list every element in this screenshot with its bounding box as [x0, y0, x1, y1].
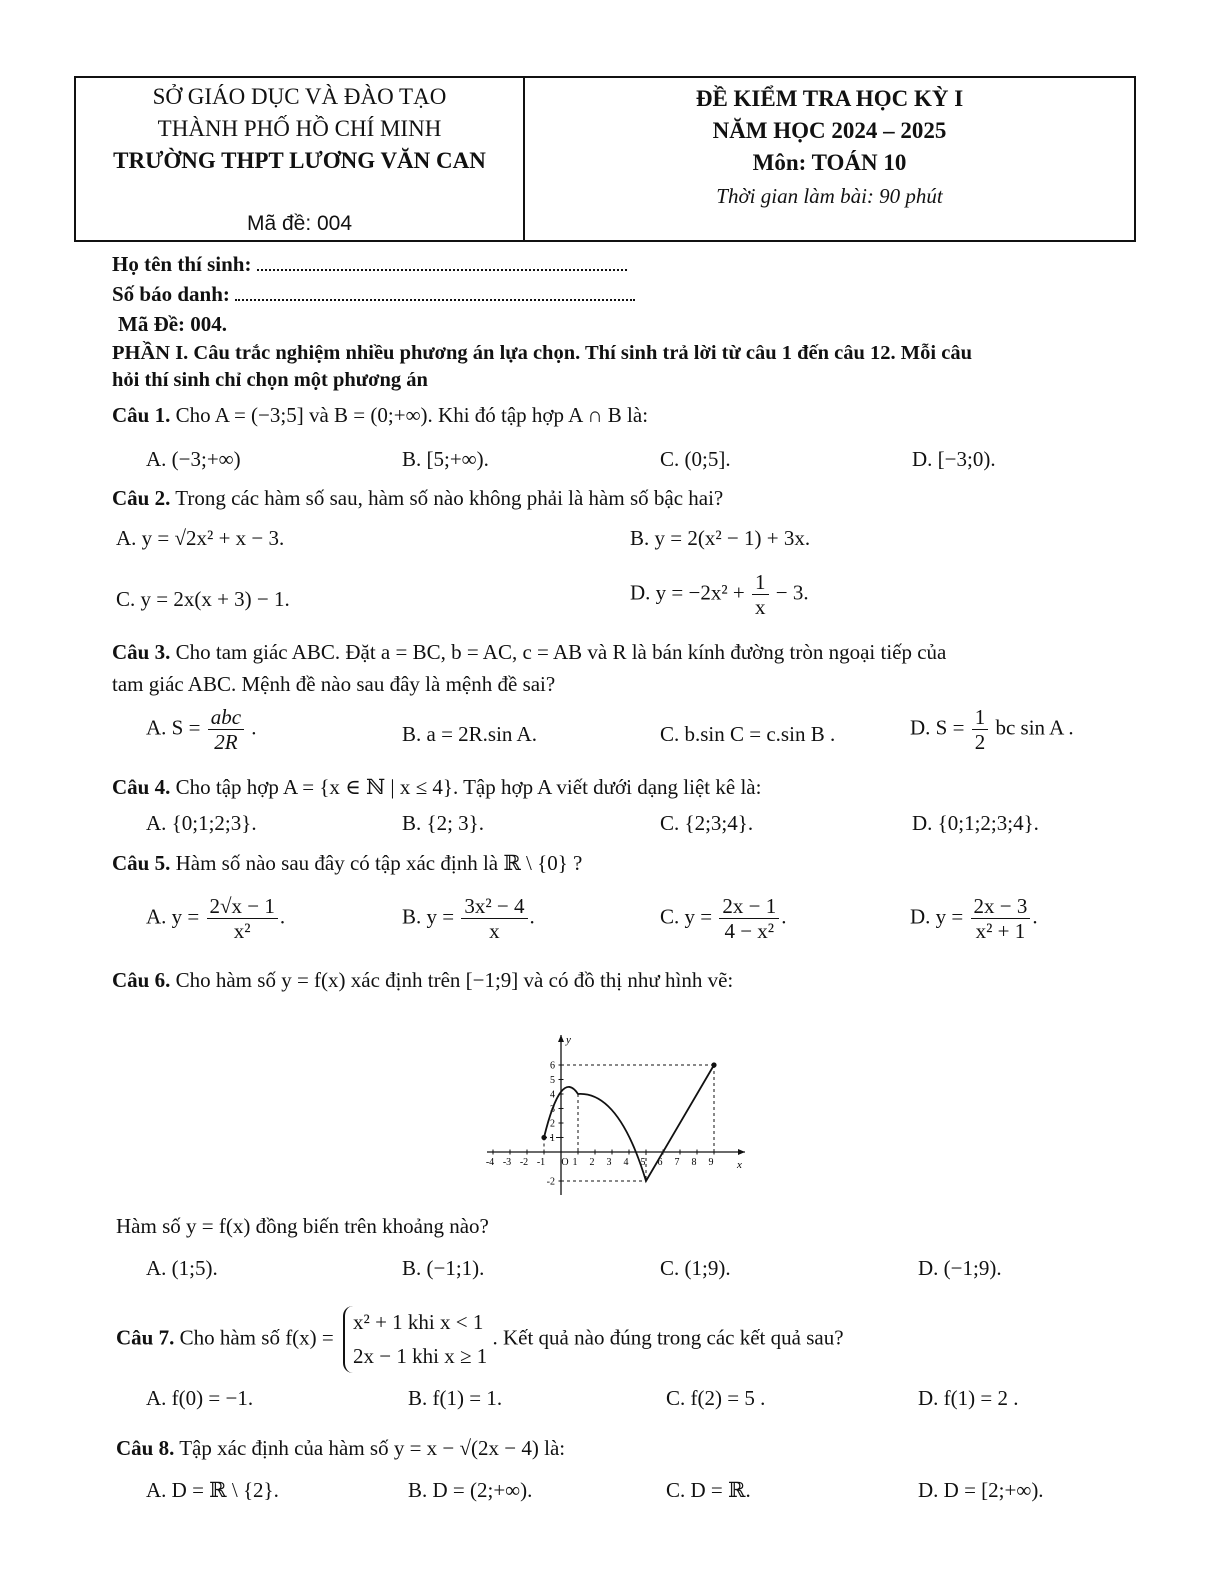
q5-c-prefix: C. y =	[660, 904, 713, 929]
school-name: TRƯỜNG THPT LƯƠNG VĂN CAN	[113, 148, 486, 173]
q5-a-prefix: A. y =	[146, 904, 200, 929]
question-8	[116, 1436, 565, 1461]
question-4	[112, 775, 761, 800]
end-point	[711, 1062, 716, 1067]
q1-option-a[interactable]: A. (−3;+∞)	[146, 447, 241, 471]
exam-code-line: Mã Đề: 004.	[118, 312, 228, 336]
y-tick-label--2: -2	[546, 1176, 555, 1188]
x-tick-label-9: 9	[708, 1157, 714, 1168]
q5-option-d[interactable]: D. y = $\frac{2x - 3}{\text{x² + 1}}$ .	[910, 894, 1038, 944]
question-3-line1	[112, 640, 946, 665]
x-tick-label--1: -1	[536, 1157, 546, 1168]
question-6-label: Câu 6.	[112, 968, 171, 992]
question-3-line2: tam giác ABC. Mệnh đề nào sau đây là mệnh đề sai?	[112, 672, 556, 696]
q2-d-suffix: − 3.	[775, 580, 809, 605]
q3-d-fraction	[972, 705, 989, 754]
q3-a-fraction	[208, 705, 244, 754]
header-table	[74, 76, 1136, 242]
q7-option-a[interactable]: A. f(0) = −1.	[146, 1386, 254, 1410]
q6-option-b[interactable]: B. (−1;1).	[402, 1256, 485, 1280]
question-2	[112, 486, 723, 511]
duration: Thời gian làm bài: 90 phút	[716, 184, 943, 208]
question-3-label: Câu 3.	[112, 640, 171, 664]
q3-option-a[interactable]	[146, 705, 257, 754]
function-graph	[470, 1000, 770, 1200]
q1-option-d[interactable]: D. [−3;0).	[912, 447, 996, 471]
question-3-text1: Cho tam giác ABC. Đặt a = BC, b = AC, c = AB và R là bán kính đường tròn ngoại tiếp của	[175, 640, 947, 664]
question-4-text: Cho tập hợp A = {x ∈ ℕ | x ≤ 4}. Tập hợp A viết dưới dạng liệt kê là:	[175, 775, 762, 799]
x-tick-label-1: 1	[572, 1157, 578, 1168]
graph-guides	[544, 1065, 714, 1181]
q5-d-prefix: D. y =	[910, 904, 964, 929]
x-tick-label-5: 5	[640, 1157, 646, 1168]
q2-d-denominator: x	[755, 595, 766, 620]
q5-b-prefix: B. y =	[402, 904, 455, 929]
q1-option-b[interactable]: B. [5;+∞).	[402, 447, 489, 471]
q5-d-numerator: 2x − 3	[971, 894, 1031, 919]
q7-case-2: 2x − 1 khi x ≥ 1	[353, 1343, 488, 1368]
x-tick-label-O: O	[561, 1157, 569, 1168]
question-6-text: Cho hàm số y = f(x) xác định trên [−1;9] và có đồ thị như hình vẽ:	[175, 968, 734, 992]
q5-a-numerator: 2√x − 1	[207, 894, 278, 919]
student-id-label: Số báo danh:	[112, 282, 230, 306]
student-name-label: Họ tên thí sinh:	[112, 252, 252, 276]
department-name: SỞ GIÁO DỤC VÀ ĐÀO TẠO	[152, 84, 447, 109]
question-8-label: Câu 8.	[116, 1436, 175, 1460]
x-tick-label--3: -3	[502, 1157, 512, 1168]
x-tick-label--4: -4	[485, 1157, 495, 1168]
q5-a-fraction	[207, 894, 278, 943]
q3-a-suffix: .	[251, 715, 257, 740]
q5-b-numerator: 3x² − 4	[461, 894, 527, 919]
q3-a-denominator: 2R	[214, 730, 238, 755]
q2-option-b[interactable]: B. y = 2(x² − 1) + 3x.	[630, 526, 811, 550]
school-year: NĂM HỌC 2024 – 2025	[712, 118, 947, 143]
q5-option-c[interactable]: C. y = $\frac{2x - 1}{\text{4 − x²}}$ .	[660, 894, 787, 944]
question-6-ask: Hàm số y = f(x) đồng biến trên khoảng nào?	[116, 1214, 489, 1238]
start-point	[541, 1135, 546, 1140]
q3-d-prefix: D. S =	[910, 715, 965, 740]
student-name-line	[112, 252, 627, 277]
q7-piecewise	[343, 1306, 487, 1373]
q3-option-c[interactable]: C. b.sin C = c.sin B .	[660, 722, 836, 746]
y-axis-label: y	[566, 1034, 571, 1046]
header-school-cell	[76, 78, 525, 240]
question-7-prefix: Cho hàm số f(x) =	[179, 1325, 334, 1350]
question-5-text: Hàm số nào sau đây có tập xác định là ℝ \ {0} ?	[175, 851, 583, 875]
q2-option-a[interactable]: A. y = √2x² + x − 3.	[116, 526, 285, 550]
q3-d-denominator: 2	[974, 730, 986, 755]
x-tick-label-7: 7	[674, 1157, 680, 1168]
q4-option-a[interactable]: A. {0;1;2;3}.	[146, 811, 257, 835]
city-name: THÀNH PHỐ HỒ CHÍ MINH	[157, 116, 442, 141]
y-axis-arrow	[558, 1035, 564, 1042]
subject: Môn: TOÁN 10	[752, 150, 907, 175]
q3-a-numerator: abc	[208, 705, 244, 730]
y-tick-label-6: 6	[550, 1060, 555, 1072]
header-exam-cell	[525, 78, 1134, 240]
exam-code: Mã đề: 004	[246, 212, 353, 235]
q2-option-d[interactable]	[630, 570, 809, 619]
y-tick-label-2: 2	[550, 1118, 555, 1130]
q3-a-prefix: A. S =	[146, 715, 201, 740]
question-1	[112, 403, 648, 428]
y-tick-label-3: 3	[550, 1104, 555, 1115]
q2-d-fraction	[752, 570, 769, 619]
q7-option-c[interactable]: C. f(2) = 5 .	[666, 1386, 766, 1410]
question-1-label: Câu 1.	[112, 403, 171, 427]
q7-case-1: x² + 1 khi x < 1	[353, 1310, 484, 1334]
student-id-line	[112, 282, 635, 307]
q4-option-c[interactable]: C. {2;3;4}.	[660, 811, 754, 835]
function-curve	[544, 1065, 714, 1181]
question-7	[116, 1306, 844, 1373]
x-tick-label-8: 8	[691, 1157, 697, 1168]
student-id-blank[interactable]	[235, 285, 635, 301]
x-tick-label-2: 2	[589, 1157, 595, 1168]
q5-c-denominator: 4 − x²	[724, 919, 775, 944]
q5-b-denominator: x	[489, 919, 500, 944]
q5-c-numerator: 2x − 1	[719, 894, 779, 919]
exam-title: ĐỀ KIỂM TRA HỌC KỲ I	[695, 86, 964, 111]
x-axis-arrow	[738, 1149, 745, 1155]
q6-option-c[interactable]: C. (1;9).	[660, 1256, 731, 1280]
q5-option-b[interactable]: B. y = $\frac{\text{3x² − 4}}{x}$ .	[402, 894, 535, 944]
q7-option-d[interactable]: D. f(1) = 2 .	[918, 1386, 1019, 1410]
q1-option-c[interactable]: C. (0;5].	[660, 447, 731, 471]
q5-b-fraction	[461, 894, 527, 943]
x-tick-label--2: -2	[519, 1157, 529, 1168]
q8-option-a[interactable]: A. D = ℝ \ {2}.	[146, 1478, 279, 1502]
part1-instruction-2: hỏi thí sinh chỉ chọn một phương án	[112, 369, 428, 391]
q2-d-prefix: D. y = −2x² +	[630, 580, 745, 605]
x-tick-label-6: 6	[657, 1157, 663, 1168]
y-tick-label-4: 4	[550, 1089, 555, 1101]
question-4-label: Câu 4.	[112, 775, 171, 799]
q5-c-fraction	[719, 894, 779, 943]
q5-d-denominator: x² + 1	[975, 919, 1026, 944]
q2-d-numerator: 1	[752, 570, 769, 595]
question-7-label: Câu 7.	[116, 1325, 175, 1350]
x-tick-label-3: 3	[606, 1157, 612, 1168]
q8-option-c[interactable]: C. D = ℝ.	[666, 1478, 751, 1502]
q3-d-suffix: bc sin A .	[995, 715, 1074, 740]
question-2-label: Câu 2.	[112, 486, 171, 510]
q8-option-d[interactable]: D. D = [2;+∞).	[918, 1478, 1044, 1502]
part1-instruction-1: PHẦN I. Câu trắc nghiệm nhiều phương án lựa chọn. Thí sinh trả lời từ câu 1 đến câu 12. Mỗi câu	[112, 342, 972, 364]
q6-option-d[interactable]: D. (−1;9).	[918, 1256, 1002, 1280]
question-6	[112, 968, 733, 993]
y-tick-label-5: 5	[550, 1075, 555, 1086]
q8-option-b[interactable]: B. D = (2;+∞).	[408, 1478, 533, 1502]
q4-option-d[interactable]: D. {0;1;2;3;4}.	[912, 811, 1039, 835]
q6-option-a[interactable]: A. (1;5).	[146, 1256, 218, 1280]
q5-d-fraction	[971, 894, 1031, 943]
q5-a-denominator: x²	[233, 919, 251, 944]
q5-option-a[interactable]: A. y = $\frac{2√x - 1}{\text{x²}}$ .	[146, 894, 286, 944]
question-7-suffix: . Kết quả nào đúng trong các kết quả sau?	[492, 1325, 844, 1350]
student-name-blank[interactable]	[257, 255, 627, 271]
x-tick-label-4: 4	[623, 1157, 629, 1168]
question-2-text: Trong các hàm số sau, hàm số nào không phải là hàm số bậc hai?	[175, 486, 724, 510]
question-5-label: Câu 5.	[112, 851, 171, 875]
x-axis-label: x	[737, 1159, 742, 1171]
q3-option-d[interactable]	[910, 705, 1074, 754]
q7-option-b[interactable]: B. f(1) = 1.	[408, 1386, 503, 1410]
q3-option-b[interactable]: B. a = 2R.sin A.	[402, 722, 537, 746]
q2-option-c[interactable]: C. y = 2x(x + 3) − 1.	[116, 587, 290, 611]
q3-d-numerator: 1	[972, 705, 989, 730]
y-tick-label-1: 1	[550, 1133, 555, 1144]
q4-option-b[interactable]: B. {2; 3}.	[402, 811, 485, 835]
question-1-text: Cho A = (−3;5] và B = (0;+∞). Khi đó tập hợp A ∩ B là:	[175, 403, 649, 427]
question-8-text: Tập xác định của hàm số y = x − √(2x − 4) là:	[179, 1436, 566, 1460]
question-5	[112, 851, 582, 876]
